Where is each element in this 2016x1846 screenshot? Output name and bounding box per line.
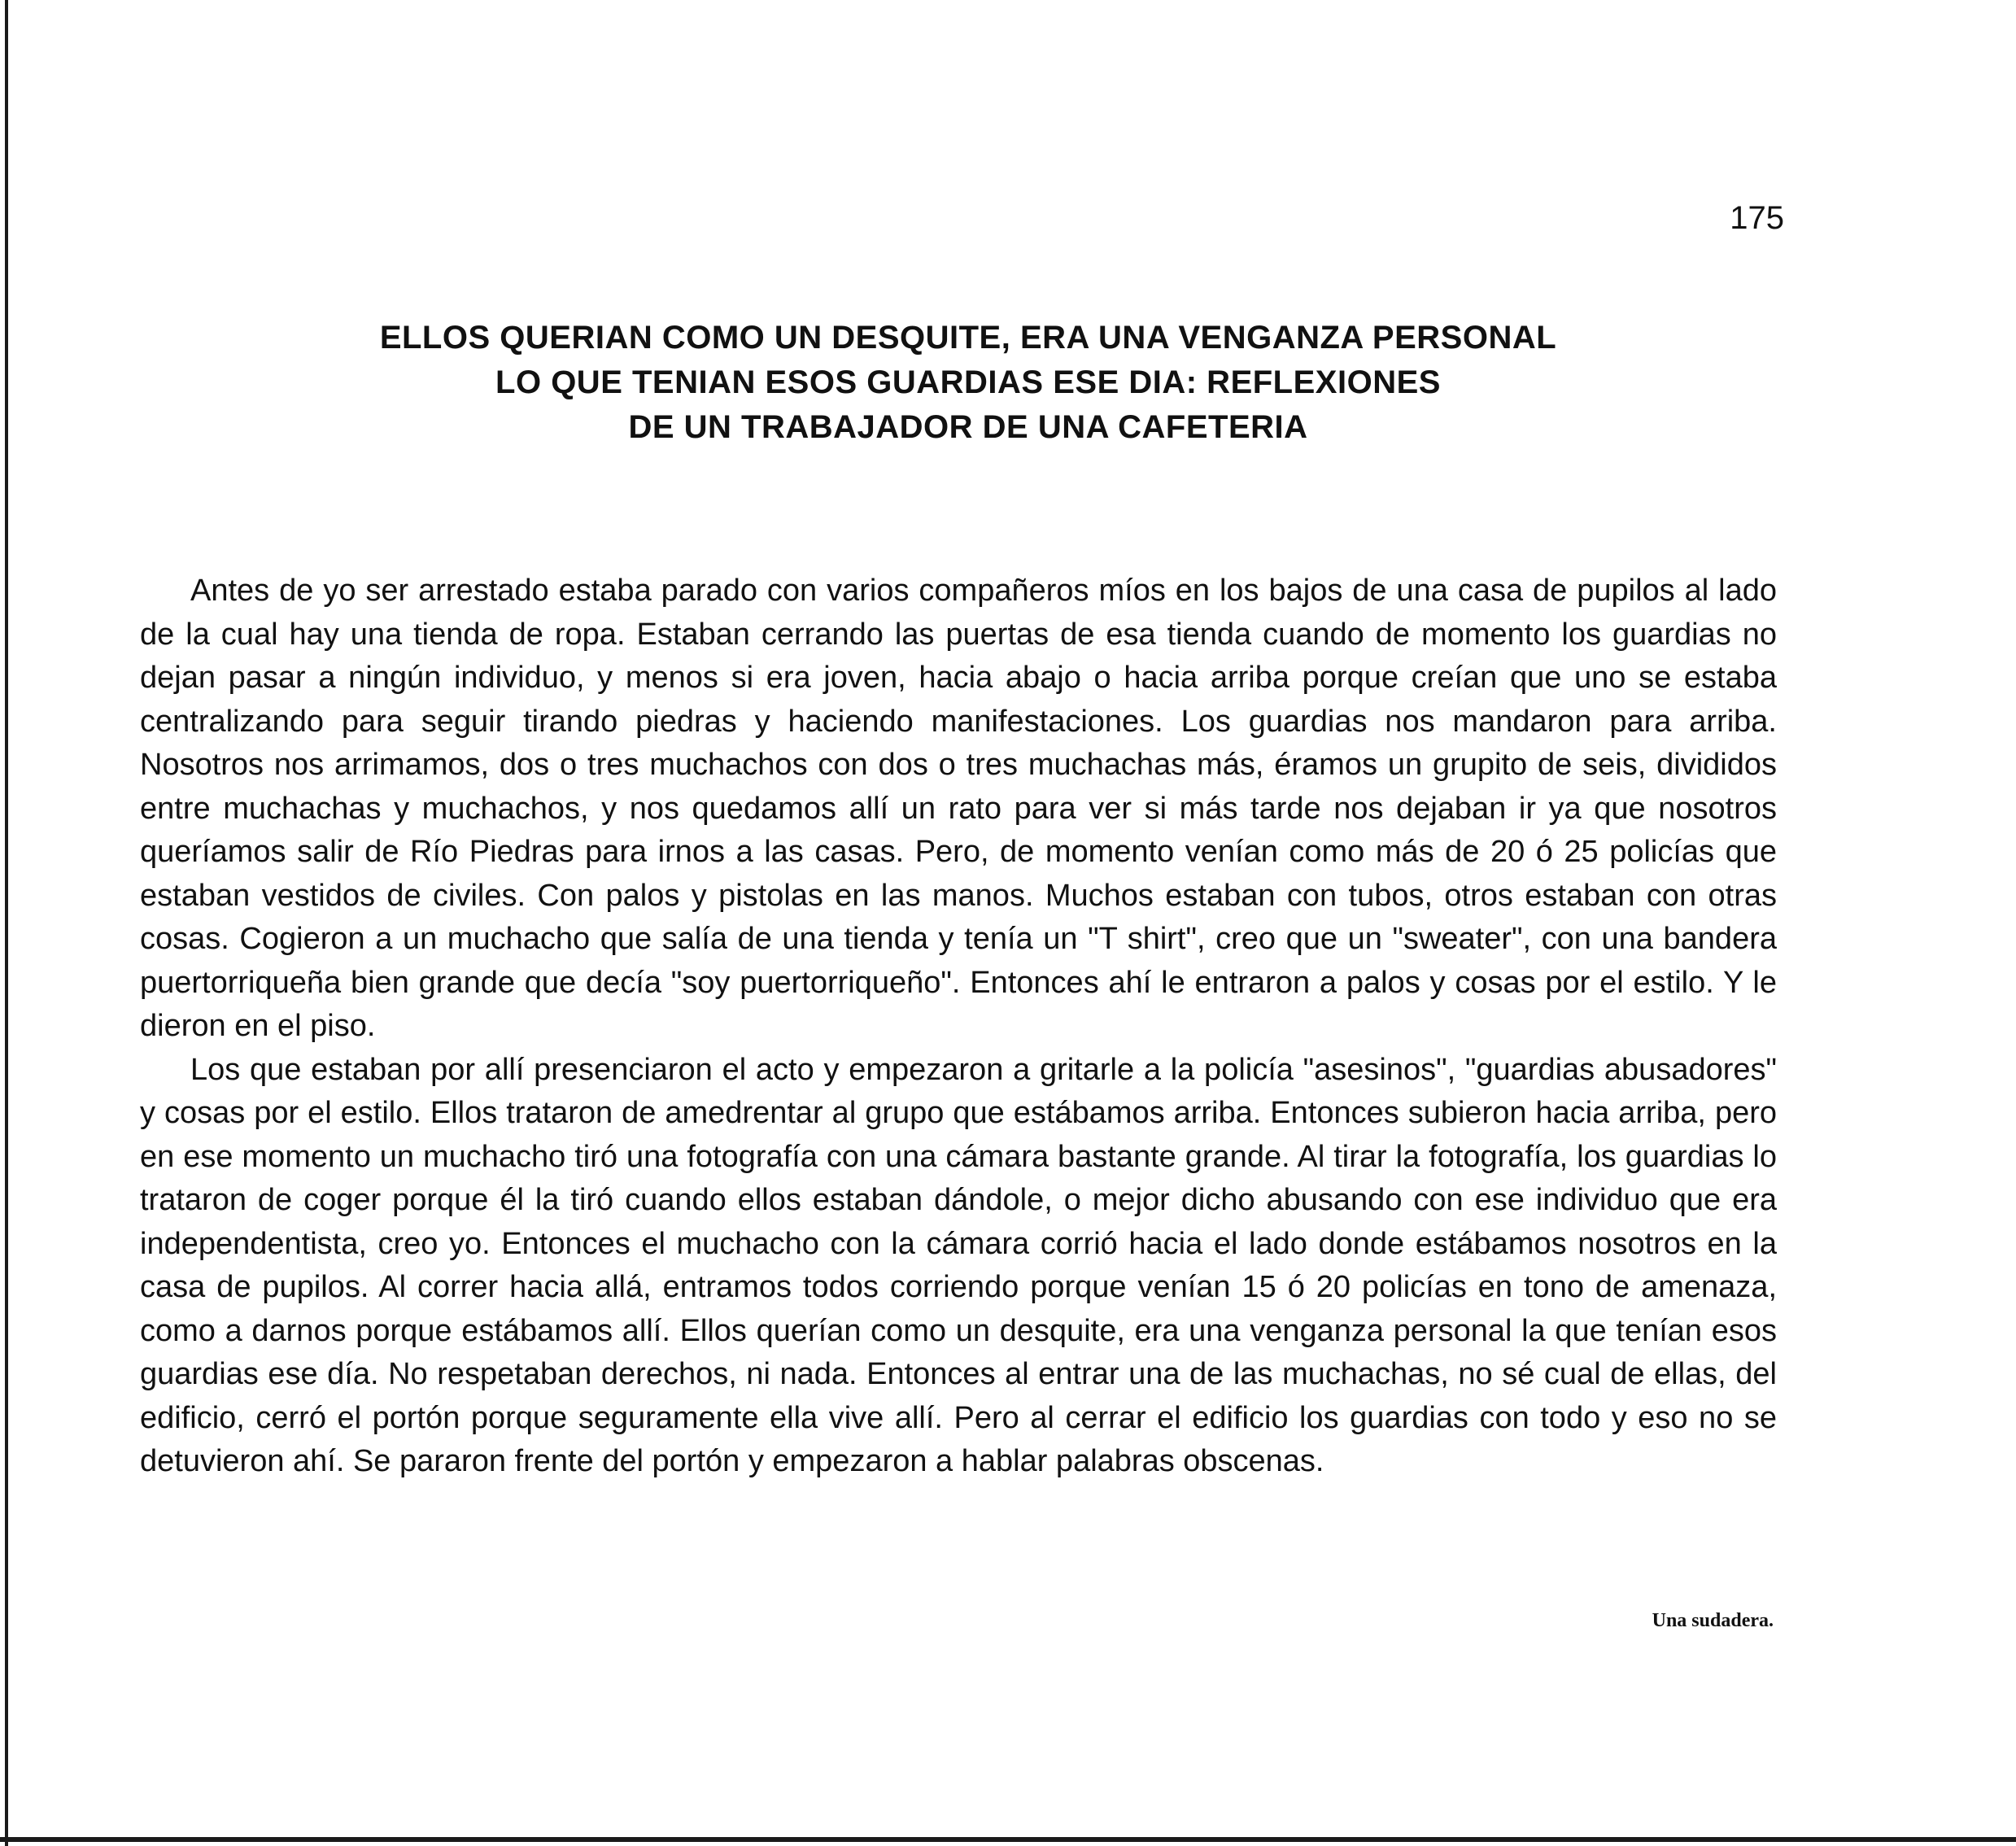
title-line-1: ELLOS QUERIAN COMO UN DESQUITE, ERA UNA VENGANZA PERSONAL: [379, 320, 1557, 356]
scan-left-edge: [5, 0, 8, 1846]
footnote: Una sudadera.: [1652, 1610, 1774, 1631]
scan-bottom-edge: [0, 1837, 2016, 1842]
chapter-title: [244, 316, 1692, 450]
body-text: [140, 570, 1777, 1484]
paragraph-2: Los que estaban por allí presenciaron el acto y empezaron a gritarle a la policía "asesinos", "guardias abusadores" y cosas por el estilo. Ellos trataron de amedrentar al grupo que estábamos arriba. Entonces subieron hacia arriba, pero en ese momento un muchacho tiró una fotografía con una cámara bastante grande. Al tirar la fotografía, los guardias lo trataron de coger porque él la tiró cuando ellos estaban dándole, o mejor dicho abusando con ese individuo que era independentista, creo yo. Entonces el muchacho con la cámara corrió hacia el lado donde estábamos nosotros en la casa de pupilos. Al correr hacia allá, entramos todos corriendo porque venían 15 ó 20 policías en tono de amenaza, como a darnos porque estábamos allí. Ellos querían como un desquite, era una venganza personal la que tenían esos guardias ese día. No respetaban derechos, ni nada. Entonces al entrar una de las muchachas, no sé cual de ellas, del edificio, cerró el portón porque seguramente ella vive allí. Pero al cerrar el edificio los guardias con todo y eso no se detuvieron ahí. Se pararon frente del portón y empezaron a hablar palabras obscenas.: [140, 1052, 1777, 1478]
title-line-2: LO QUE TENIAN ESOS GUARDIAS ESE DIA: REFLEXIONES: [495, 364, 1441, 400]
paragraph-1: Antes de yo ser arrestado estaba parado con varios compañeros míos en los bajos de una casa de pupilos al lado de la cual hay una tienda de ropa. Estaban cerrando las puertas de esa tienda cuando de momento los guardias no dejan pasar a ningún individuo, y menos si era joven, hacia abajo o hacia arriba porque creían que uno se estaba centralizando para seguir tirando piedras y haciendo manifestaciones. Los guardias nos mandaron para arriba. Nosotros nos arrimamos, dos o tres muchachos con dos o tres muchachas más, éramos un grupito de seis, divididos entre muchachas y muchachos, y nos quedamos allí un rato para ver si más tarde nos dejaban ir ya que nosotros queríamos salir de Río Piedras para irnos a las casas. Pero, de momento venían como más de 20 ó 25 policías que estaban vestidos de civiles. Con palos y pistolas en las manos. Muchos estaban con tubos, otros estaban con otras cosas. Cogieron a un muchacho que salía de una tienda y tenía un "T shirt", creo que un "sweater", con una bandera puertorriqueña bien grande que decía "soy puertorriqueño". Entonces ahí le entraron a palos y cosas por el estilo. Y le dieron en el piso.: [140, 574, 1777, 1043]
title-line-3: DE UN TRABAJADOR DE UNA CAFETERIA: [628, 409, 1308, 445]
page-number: 175: [1730, 200, 1784, 236]
